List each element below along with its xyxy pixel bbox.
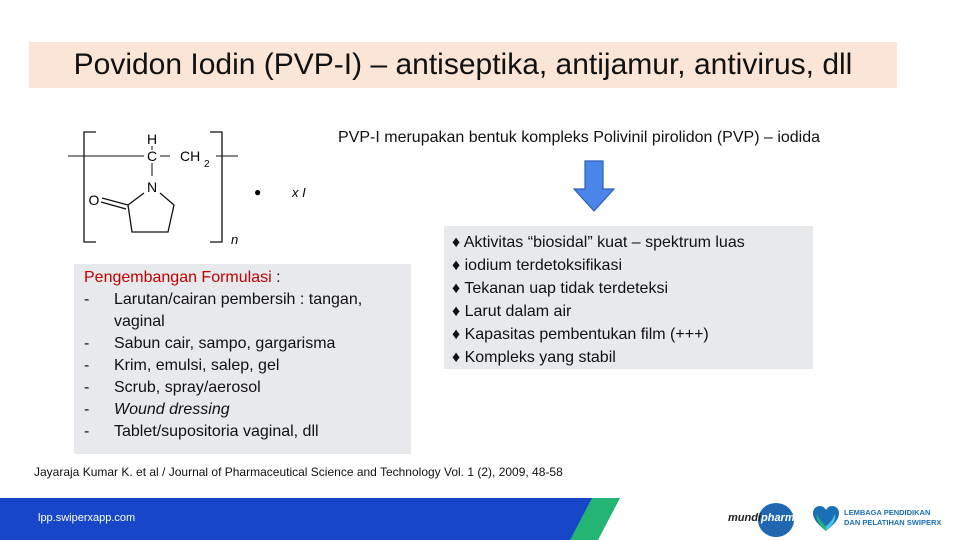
list-dash: - (84, 335, 90, 352)
property-item: ♦ Tekanan uap tidak terdeteksi (452, 280, 669, 297)
intro-text: PVP-I merupakan bentuk kompleks Polivinil pirolidon (PVP) – iodida (338, 129, 821, 146)
list-item-text: Sabun cair, sampo, gargarisma (114, 335, 336, 352)
list-dash: - (84, 291, 90, 308)
atom-h: H (146, 131, 158, 147)
logo2-line2: DAN PELATIHAN SWIPERX (844, 518, 942, 527)
property-item: ♦ Aktivitas “biosidal” kuat – spektrum luas (452, 234, 745, 251)
list-item-text: Scrub, spray/aerosol (114, 379, 261, 396)
list-item (84, 421, 401, 443)
reference-citation: Jayaraja Kumar K. et al / Journal of Pharmaceutical Science and Technology Vol. 1 (2), 2009, 48-58 (34, 465, 563, 479)
subscript-2: 2 (204, 159, 210, 170)
mundipharma-wordmark: mundipharma (728, 512, 801, 524)
left-bracket (84, 132, 96, 242)
list-item-text: Larutan/cairan pembersih : tangan, vaginal (114, 291, 363, 330)
property-item: ♦ Larut dalam air (452, 303, 572, 320)
list-dash: - (84, 401, 90, 418)
title-banner (29, 42, 897, 88)
formulation-heading-suffix: : (271, 269, 281, 286)
pvp-structure-diagram (60, 120, 320, 250)
atom-o: O (88, 192, 100, 208)
atom-c: C (146, 148, 158, 164)
properties-box (444, 226, 813, 369)
formulation-heading: Pengembangan Formulasi (84, 269, 272, 286)
heart-logo-icon (812, 505, 840, 533)
mundipharma-logo (728, 503, 800, 537)
list-item (84, 377, 401, 399)
list-dash: - (84, 379, 90, 396)
footer-bar (0, 498, 960, 540)
property-item: ♦ iodium terdetoksifikasi (452, 257, 623, 274)
list-dash: - (84, 423, 90, 440)
slide-title: Povidon Iodin (PVP-I) – antiseptika, antijamur, antivirus, dll (73, 48, 853, 81)
list-item-text: Krim, emulsi, salep, gel (114, 357, 280, 374)
list-dash: - (84, 357, 90, 374)
property-item: ♦ Kompleks yang stabil (452, 349, 616, 366)
subscript-n: n (231, 232, 239, 247)
lpp-swiperx-logo (812, 504, 952, 534)
list-item-text: Wound dressing (114, 401, 230, 418)
formulation-box (74, 264, 411, 454)
lpp-swiperx-wordmark (844, 508, 941, 528)
right-bracket (210, 132, 222, 242)
list-item (84, 355, 401, 377)
formulation-list (84, 289, 401, 443)
down-arrow-icon (573, 160, 615, 212)
footer-url-link[interactable]: lpp.swiperxapp.com (38, 512, 136, 524)
group-ch2: CH (180, 148, 201, 164)
atom-n: N (146, 179, 158, 195)
list-item-text: Tablet/supositoria vaginal, dll (114, 423, 319, 440)
list-item (84, 333, 401, 355)
list-item (84, 289, 401, 333)
logo2-line1: LEMBAGA PENDIDIKAN (844, 508, 931, 517)
label-xi: x I (292, 185, 306, 200)
list-item (84, 399, 401, 421)
pyrrolidone-ring (128, 193, 174, 232)
dot-bullet: ● (254, 185, 262, 199)
formulation-heading-line (84, 267, 401, 289)
property-item: ♦ Kapasitas pembentukan film (+++) (452, 326, 709, 343)
